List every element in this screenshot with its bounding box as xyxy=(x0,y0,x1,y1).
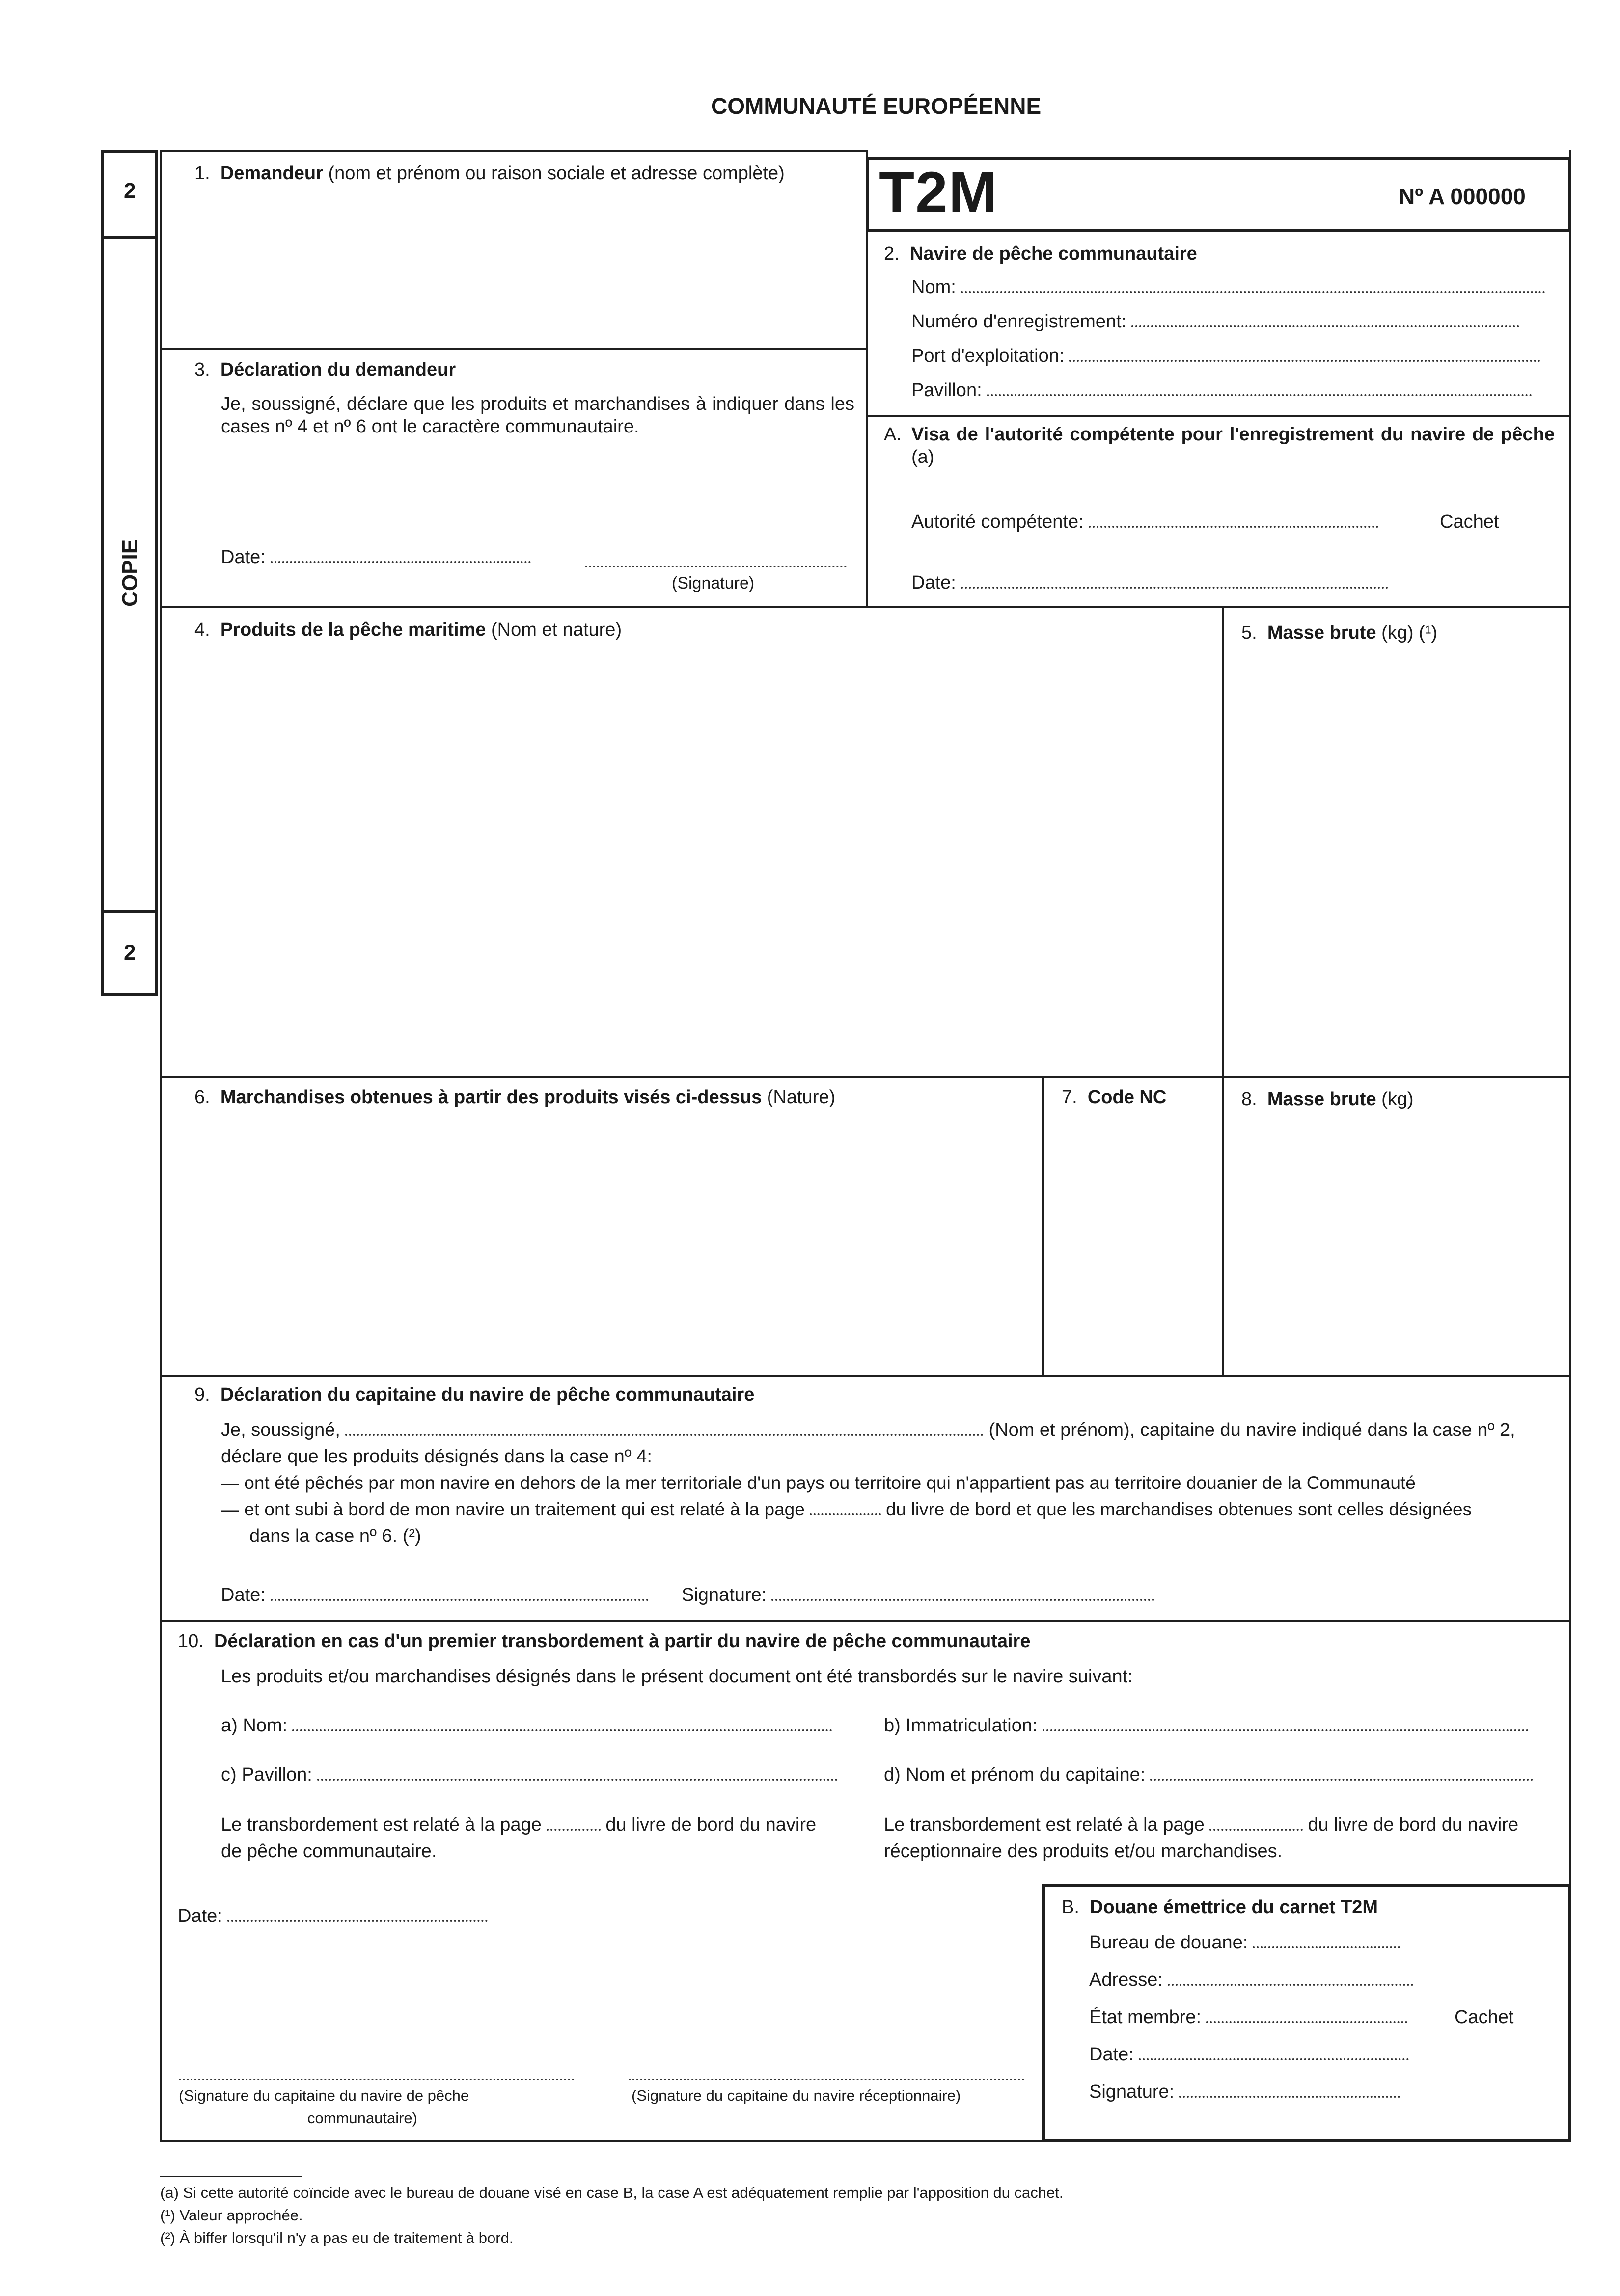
box2-field-flag: Pavillon: xyxy=(911,379,1532,402)
box3-date: Date: xyxy=(221,546,531,568)
box3-header: 3. Déclaration du demandeur xyxy=(194,359,456,380)
box10-sig-left: (Signature du capitaine du navire de pêche xyxy=(179,2087,469,2104)
footnote-2: (²) À biffer lorsqu'il n'y a pas eu de traitement à bord. xyxy=(160,2229,514,2246)
box9-header: 9. Déclaration du capitaine du navire de pêche communautaire xyxy=(194,1384,755,1405)
footnote-1: (¹) Valeur approchée. xyxy=(160,2207,303,2224)
box9-bullet2-cont: dans la case nº 6. (²) xyxy=(249,1526,421,1546)
copy-number-bottom: 2 xyxy=(124,941,136,965)
box4-header: 4. Produits de la pêche maritime (Nom et nature) xyxy=(194,620,622,640)
boxA-header: A. xyxy=(884,424,902,445)
box8-header: 8. Masse brute (kg) xyxy=(1241,1089,1414,1109)
box10-left-transshipment-cont: de pêche communautaire. xyxy=(221,1841,437,1862)
boxB-field-address: Adresse: xyxy=(1089,1969,1413,1991)
boxA-authority: Autorité compétente: xyxy=(911,511,1378,533)
form-serial: Nº A 000000 xyxy=(1399,184,1526,209)
box10-right-transshipment: Le transbordement est relaté à la page du livre de bord du navire xyxy=(884,1814,1519,1835)
boxB-field-member-state: État membre: xyxy=(1089,2006,1407,2028)
box2-field-port: Port d'exploitation: xyxy=(911,345,1540,367)
box9-bullet1: — ont été pêchés par mon navire en dehors de la mer territoriale d'un pays ou territoire qui n'appartient pas au territoire douanier de la Communauté xyxy=(221,1473,1416,1493)
box6-header: 6. Marchandises obtenues à partir des produits visés ci-dessus (Nature) xyxy=(194,1087,836,1107)
box7-header: 7. Code NC xyxy=(1062,1087,1167,1107)
box10-c-flag: c) Pavillon: xyxy=(221,1763,838,1786)
box9-line2: déclare que les produits désignés dans la case nº 4: xyxy=(221,1446,652,1467)
box10-sig-right: (Signature du capitaine du navire réceptionnaire) xyxy=(632,2087,961,2104)
boxB-field-signature: Signature: xyxy=(1089,2080,1400,2103)
box10-date: Date: xyxy=(178,1905,488,1927)
box9-signature: Signature: xyxy=(682,1584,1154,1606)
box1-header: 1. Demandeur (nom et prénom ou raison sociale et adresse complète) xyxy=(194,163,785,184)
form-title: T2M xyxy=(879,160,998,225)
box9-bullet2: — et ont subi à bord de mon navire un traitement qui est relaté à la page du livre de bord et que les marchandises obtenues sont celles désignées xyxy=(221,1499,1472,1519)
box2-field-registration: Numéro d'enregistrement: xyxy=(911,310,1519,333)
copy-number-top: 2 xyxy=(124,179,136,203)
box10-d-captain: d) Nom et prénom du capitaine: xyxy=(884,1763,1533,1786)
boxA-title: Visa de l'autorité compétente pour l'enregistrement du navire de pêche (a) xyxy=(911,424,1555,468)
box10-left-transshipment: Le transbordement est relaté à la page du livre de bord du navire xyxy=(221,1814,817,1835)
copy-label: COPIE xyxy=(118,539,142,607)
box2-field-name: Nom: xyxy=(911,276,1545,298)
boxB-header: B. Douane émettrice du carnet T2M xyxy=(1062,1897,1378,1918)
box10-right-transshipment-cont: réceptionnaire des produits et/ou marchandises. xyxy=(884,1841,1283,1862)
box10-header: 10. Déclaration en cas d'un premier transbordement à partir du navire de pêche communautaire xyxy=(178,1631,1031,1651)
box9-line1: Je, soussigné, (Nom et prénom), capitaine du navire indiqué dans la case nº 2, xyxy=(221,1420,1515,1440)
box3-text: Je, soussigné, déclare que les produits et marchandises à indiquer dans les cases nº 4 et nº 6 ont le caractère communautaire. xyxy=(221,394,854,437)
boxB-field-date: Date: xyxy=(1089,2043,1409,2066)
box5-header: 5. Masse brute (kg) (¹) xyxy=(1241,622,1438,643)
box3-signature-label: (Signature) xyxy=(672,574,755,593)
box9-date: Date: xyxy=(221,1584,649,1606)
box10-b-registration: b) Immatriculation: xyxy=(884,1714,1529,1737)
boxB-cachet: Cachet xyxy=(1455,2007,1514,2027)
boxA-cachet: Cachet xyxy=(1440,512,1499,532)
boxA-date: Date: xyxy=(911,571,1388,594)
boxB-field-office: Bureau de douane: xyxy=(1089,1931,1400,1954)
box10-intro: Les produits et/ou marchandises désignés dans le présent document ont été transbordés sur le navire suivant: xyxy=(221,1666,1133,1687)
box2-header: 2. Navire de pêche communautaire xyxy=(884,243,1197,264)
footnote-a: (a) Si cette autorité coïncide avec le bureau de douane visé en case B, la case A est adéquatement remplie par l'apposition du cachet. xyxy=(160,2184,1064,2201)
box10-a-name: a) Nom: xyxy=(221,1714,832,1737)
box10-sig-left-cont: communautaire) xyxy=(307,2109,417,2127)
community-title: COMMUNAUTÉ EUROPÉENNE xyxy=(711,93,1042,119)
